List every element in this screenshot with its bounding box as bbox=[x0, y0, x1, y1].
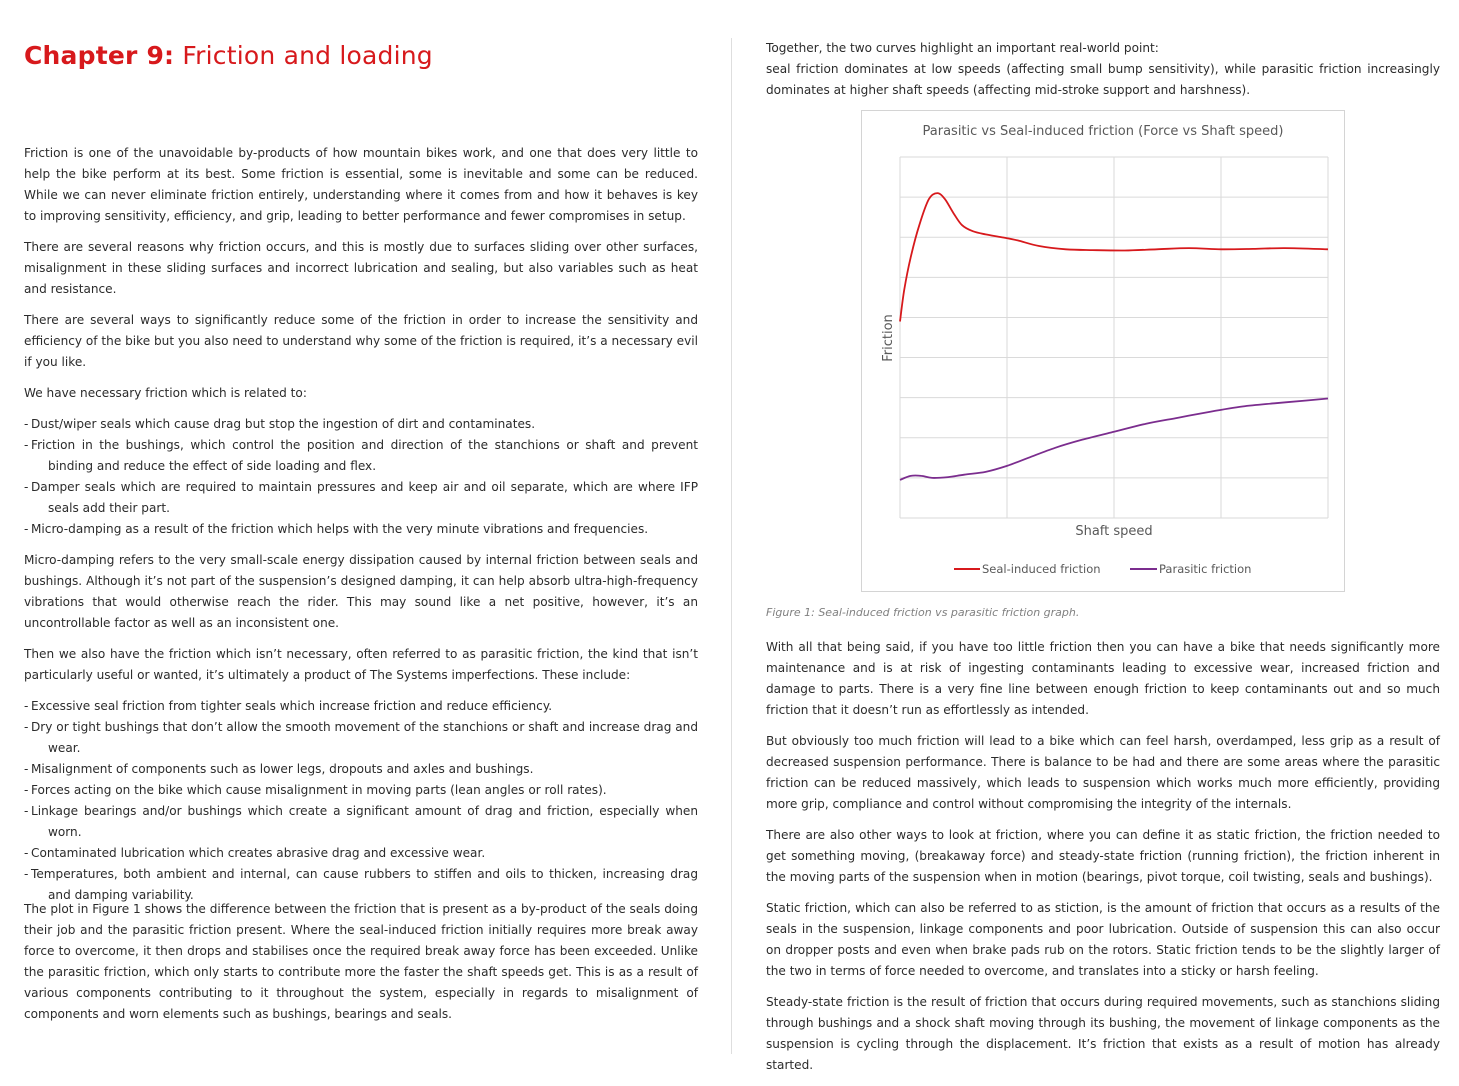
chapter-heading bbox=[24, 41, 433, 70]
too-much-friction-paragraph: But obviously too much friction will lead to a bike which can feel harsh, overdamped, less grip as a result of decreased suspension performance. There is balance to be had and there are some areas where the parasitic friction can be reduced massively, which leads to suspension which works much more efficiently, providing more grip, compliance and control without compromising the integrity of the internals. bbox=[766, 734, 1440, 811]
chart-legend bbox=[954, 562, 1251, 576]
parasitic-intro-paragraph: Then we also have the friction which isn’t necessary, often referred to as parasitic friction, the kind that isn’t particularly useful or wanted, it’s ultimately a product of The Systems imperfections. These include: bbox=[24, 647, 698, 682]
list-item: - Friction in the bushings, which control the position and direction of the stanchions or shaft and prevent binding and reduce the effect of side loading and flex. bbox=[24, 438, 698, 473]
friction-chart bbox=[861, 110, 1345, 592]
steady-state-paragraph: Steady-state friction is the result of friction that occurs during required movements, such as stanchions sliding through bushings and a shock shaft moving through its bushing, the movement of linkage components as the suspension is cycling through the displacement. It’s friction that exists as a result of motion has already started. bbox=[766, 995, 1440, 1072]
left-body-text bbox=[24, 143, 698, 916]
static-friction-paragraph: Static friction, which can also be referred to as stiction, is the amount of friction that occurs as a results of the seals in the suspension, linkage components and poor lubrication. Outside of suspension this can also occur on dropper posts and even when brake pads rub on the rotors. Static friction tends to be the slightly larger of the two in terms of force needed to overcome, and translates into a sticky or harsh feeling. bbox=[766, 901, 1440, 978]
list-item: - Dry or tight bushings that don’t allow the smooth movement of the stanchions or shaft and increase drag and wear. bbox=[24, 720, 698, 755]
figure-explanation-paragraph: The plot in Figure 1 shows the difference between the friction that is present as a by-product of the seals doing their job and the parasitic friction present. Where the seal-induced friction initially requires more break away force to overcome, it then drops and stabilises once the required break away force has been exceeded. Unlike the parasitic friction, which only starts to contribute more the faster the shaft speeds get. This is as a result of various components contributing to it throughout the system, especially in regards to misalignment of components and worn elements such as bushings, bearings and seals. bbox=[24, 902, 698, 1021]
list-item: - Dust/wiper seals which cause drag but stop the ingestion of dirt and contaminates. bbox=[24, 417, 536, 431]
x-axis-label: Shaft speed bbox=[1075, 524, 1153, 539]
necessary-intro: We have necessary friction which is related to: bbox=[24, 386, 307, 400]
y-axis-label: Friction bbox=[881, 314, 896, 362]
figure-explanation bbox=[24, 899, 698, 1035]
chart-gridlines bbox=[900, 157, 1328, 518]
intro-line-1: Together, the two curves highlight an important real-world point: bbox=[766, 41, 1159, 55]
parasitic-friction-list bbox=[24, 696, 698, 906]
list-item: - Temperatures, both ambient and internal, can cause rubbers to stiffen and oils to thicken, increasing drag and damping variability. bbox=[24, 867, 698, 902]
list-item: - Damper seals which are required to maintain pressures and keep air and oil separate, which are where IFP seals add their part. bbox=[24, 480, 698, 515]
right-intro bbox=[766, 38, 1440, 101]
list-item: - Excessive seal friction from tighter seals which increase friction and reduce efficiency. bbox=[24, 699, 553, 713]
figure-caption: Figure 1: Seal-induced friction vs parasitic friction graph. bbox=[766, 606, 1080, 619]
legend-label-parasitic: Parasitic friction bbox=[1159, 562, 1252, 576]
list-item: - Micro-damping as a result of the friction which helps with the very minute vibrations and frequencies. bbox=[24, 522, 649, 536]
list-item: - Linkage bearings and/or bushings which create a significant amount of drag and friction, especially when worn. bbox=[24, 804, 698, 839]
list-item: - Contaminated lubrication which creates abrasive drag and excessive wear. bbox=[24, 846, 486, 860]
right-body-text bbox=[766, 637, 1440, 1086]
list-item: - Misalignment of components such as lower legs, dropouts and axles and bushings. bbox=[24, 762, 534, 776]
list-item: - Forces acting on the bike which cause misalignment in moving parts (lean angles or roll rates). bbox=[24, 783, 607, 797]
micro-damping-paragraph: Micro-damping refers to the very small-scale energy dissipation caused by internal friction between seals and bushings. Although it’s not part of the suspension’s designed damping, it can help absorb ultra-high-frequency vibrations that would otherwise reach the rider. This may sound like a net positive, however, it’s an uncontrollable factor as well as an inconsistent one. bbox=[24, 553, 698, 630]
reduction-paragraph: There are several ways to significantly reduce some of the friction in order to increase the sensitivity and efficiency of the bike but you also need to understand why some of the friction is required, it’s a necessary evil if you like. bbox=[24, 313, 698, 369]
static-vs-steady-paragraph: There are also other ways to look at friction, where you can define it as static friction, the friction needed to get something moving, (breakaway force) and steady-state friction (running friction), the friction inherent in the moving parts of the suspension when in motion (bearings, pivot torque, coil twisting, seals and bushings). bbox=[766, 828, 1440, 884]
intro-paragraph: Friction is one of the unavoidable by-products of how mountain bikes work, and one that does very little to help the bike perform at its best. Some friction is essential, some is inevitable and some can be reduced. While we can never eliminate friction entirely, understanding where it comes from and how it behaves is key to improving sensitivity, efficiency, and grip, leading to better performance and fewer compromises in setup. bbox=[24, 146, 698, 223]
necessary-friction-list bbox=[24, 414, 698, 540]
friction-chart-svg bbox=[862, 111, 1344, 591]
page-gutter-divider bbox=[731, 38, 732, 1054]
chapter-title: Friction and loading bbox=[182, 41, 433, 70]
chapter-label: Chapter 9: bbox=[24, 41, 175, 70]
chart-title: Parasitic vs Seal-induced friction (Force vs Shaft speed) bbox=[922, 124, 1284, 139]
reasons-paragraph: There are several reasons why friction occurs, and this is mostly due to surfaces sliding over other surfaces, misalignment in these sliding surfaces and incorrect lubrication and sealing, but also variables such as heat and resistance. bbox=[24, 240, 698, 296]
maintenance-paragraph: With all that being said, if you have too little friction then you can have a bike that needs significantly more maintenance and is at risk of ingesting contaminants leading to excessive wear, increased friction and damage to parts. There is a very fine line between enough friction to keep contaminants out and so much friction that it doesn’t run as effortlessly as intended. bbox=[766, 640, 1440, 717]
legend-label-seal: Seal-induced friction bbox=[982, 562, 1101, 576]
intro-line-2: seal friction dominates at low speeds (affecting small bump sensitivity), while parasitic friction increasingly dominates at higher shaft speeds (affecting mid-stroke support and harshness). bbox=[766, 62, 1440, 97]
